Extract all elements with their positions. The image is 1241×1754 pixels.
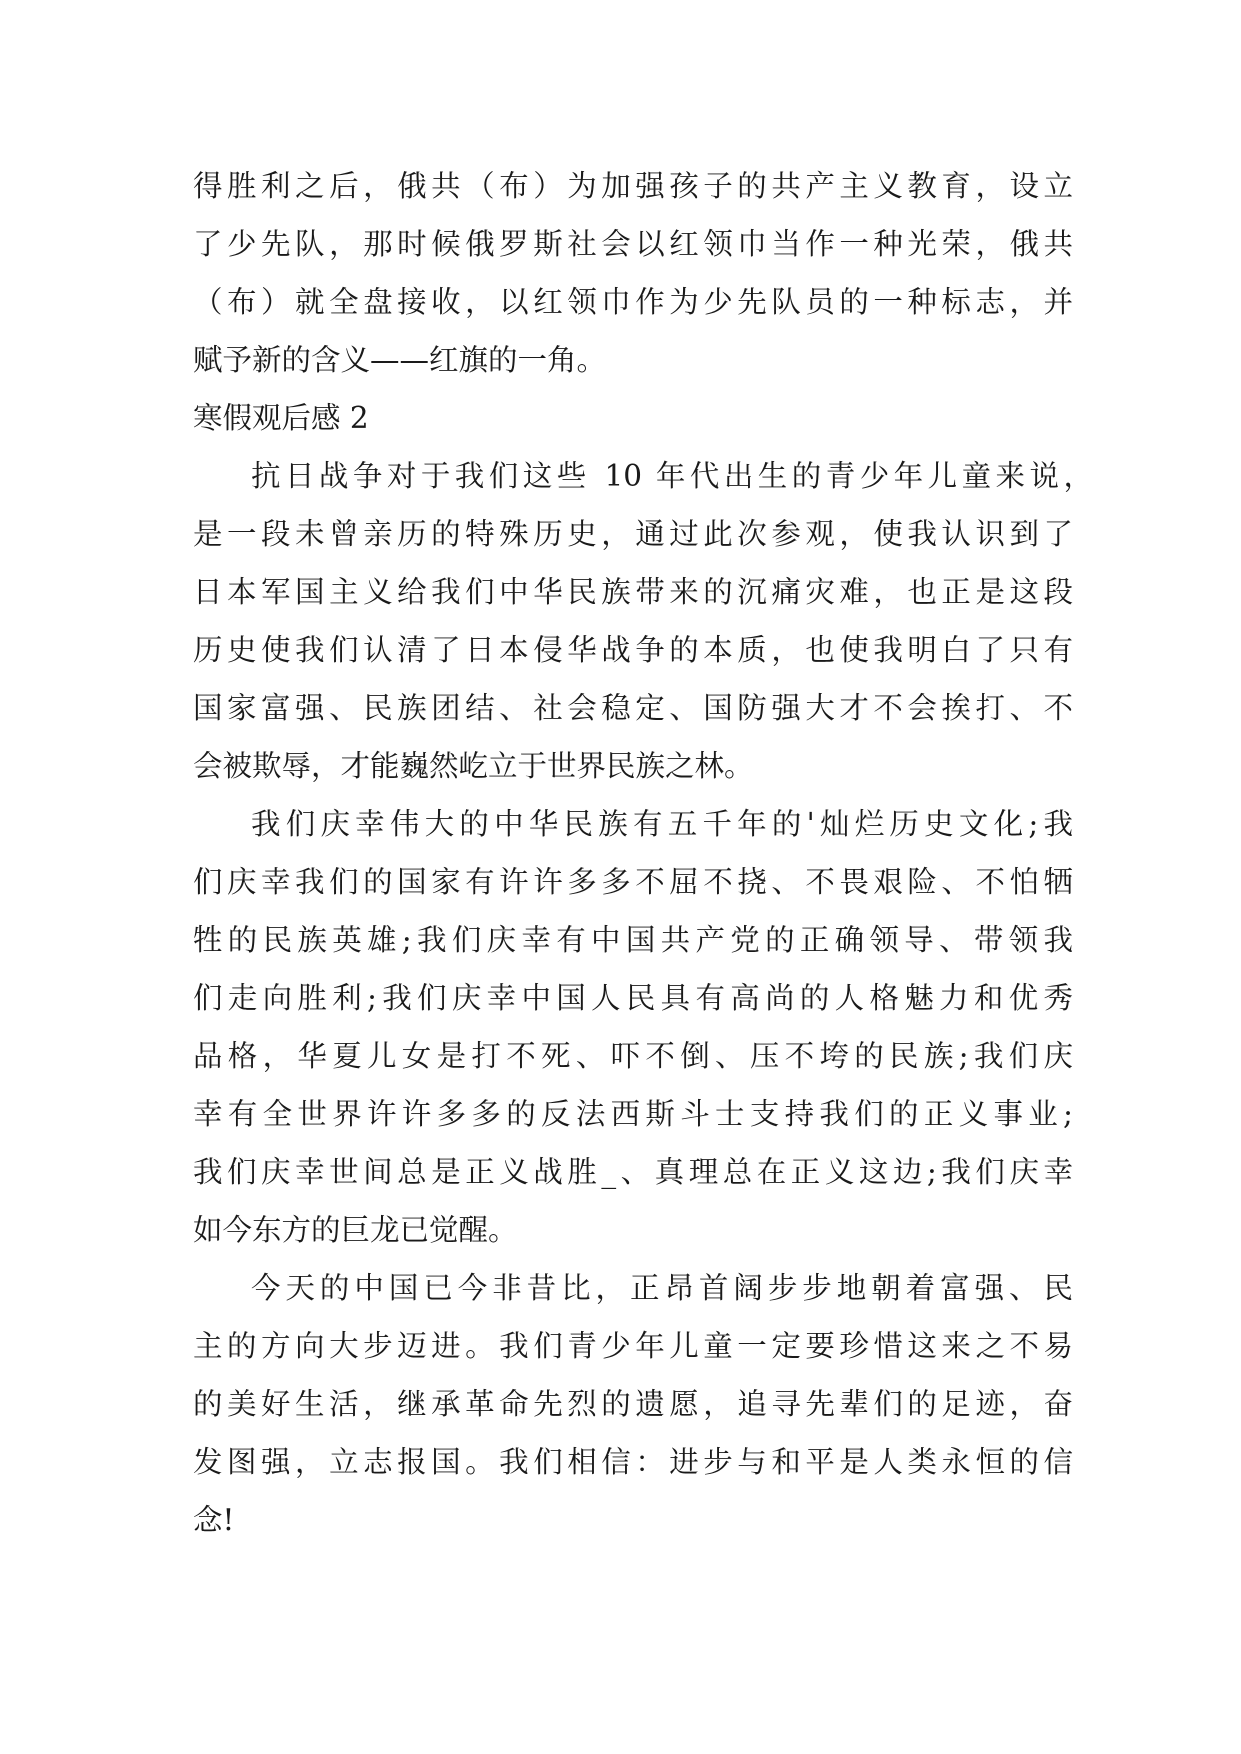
- text-line: 品格，华夏儿女是打不死、吓不倒、压不垮的民族;我们庆: [193, 1039, 1073, 1073]
- text-line: 得胜利之后，俄共（布）为加强孩子的共产主义教育，设立: [193, 169, 1073, 203]
- text-line: 我们庆幸世间总是正义战胜_、真理总在正义这边;我们庆幸: [193, 1155, 1073, 1189]
- text-line: 我们庆幸伟大的中华民族有五千年的'灿烂历史文化;我: [251, 807, 1073, 841]
- text-line: 抗日战争对于我们这些 10 年代出生的青少年儿童来说，: [251, 459, 1093, 493]
- text-line: 历史使我们认清了日本侵华战争的本质，也使我明白了只有: [193, 633, 1073, 667]
- text-line: 主的方向大步迈进。我们青少年儿童一定要珍惜这来之不易: [193, 1329, 1073, 1363]
- text-line: 赋予新的含义——红旗的一角。: [193, 343, 607, 377]
- text-line: 是一段未曾亲历的特殊历史，通过此次参观，使我认识到了: [193, 517, 1073, 551]
- text-line: 会被欺辱，才能巍然屹立于世界民族之林。: [193, 749, 754, 783]
- text-line: 了少先队，那时候俄罗斯社会以红领巾当作一种光荣，俄共: [193, 227, 1073, 261]
- text-line: 今天的中国已今非昔比，正昂首阔步步地朝着富强、民: [251, 1271, 1073, 1305]
- text-line: 们走向胜利;我们庆幸中国人民具有高尚的人格魅力和优秀: [193, 981, 1073, 1015]
- text-line: 国家富强、民族团结、社会稳定、国防强大才不会挨打、不: [193, 691, 1073, 725]
- text-line: 如今东方的巨龙已觉醒。: [193, 1213, 518, 1247]
- text-line: （布）就全盘接收，以红领巾作为少先队员的一种标志，并: [193, 285, 1073, 319]
- text-line: 日本军国主义给我们中华民族带来的沉痛灾难，也正是这段: [193, 575, 1073, 609]
- text-line: 发图强，立志报国。我们相信：进步与和平是人类永恒的信: [193, 1445, 1073, 1479]
- text-line: 牲的民族英雄;我们庆幸有中国共产党的正确领导、带领我: [193, 923, 1073, 957]
- text-line: 幸有全世界许许多多的反法西斯斗士支持我们的正义事业;: [193, 1097, 1073, 1131]
- text-line: 的美好生活，继承革命先烈的遗愿，追寻先辈们的足迹，奋: [193, 1387, 1073, 1421]
- text-line: 念!: [193, 1503, 235, 1537]
- section-heading: 寒假观后感 2: [193, 401, 369, 435]
- text-line: 们庆幸我们的国家有许许多多不屈不挠、不畏艰险、不怕牺: [193, 865, 1073, 899]
